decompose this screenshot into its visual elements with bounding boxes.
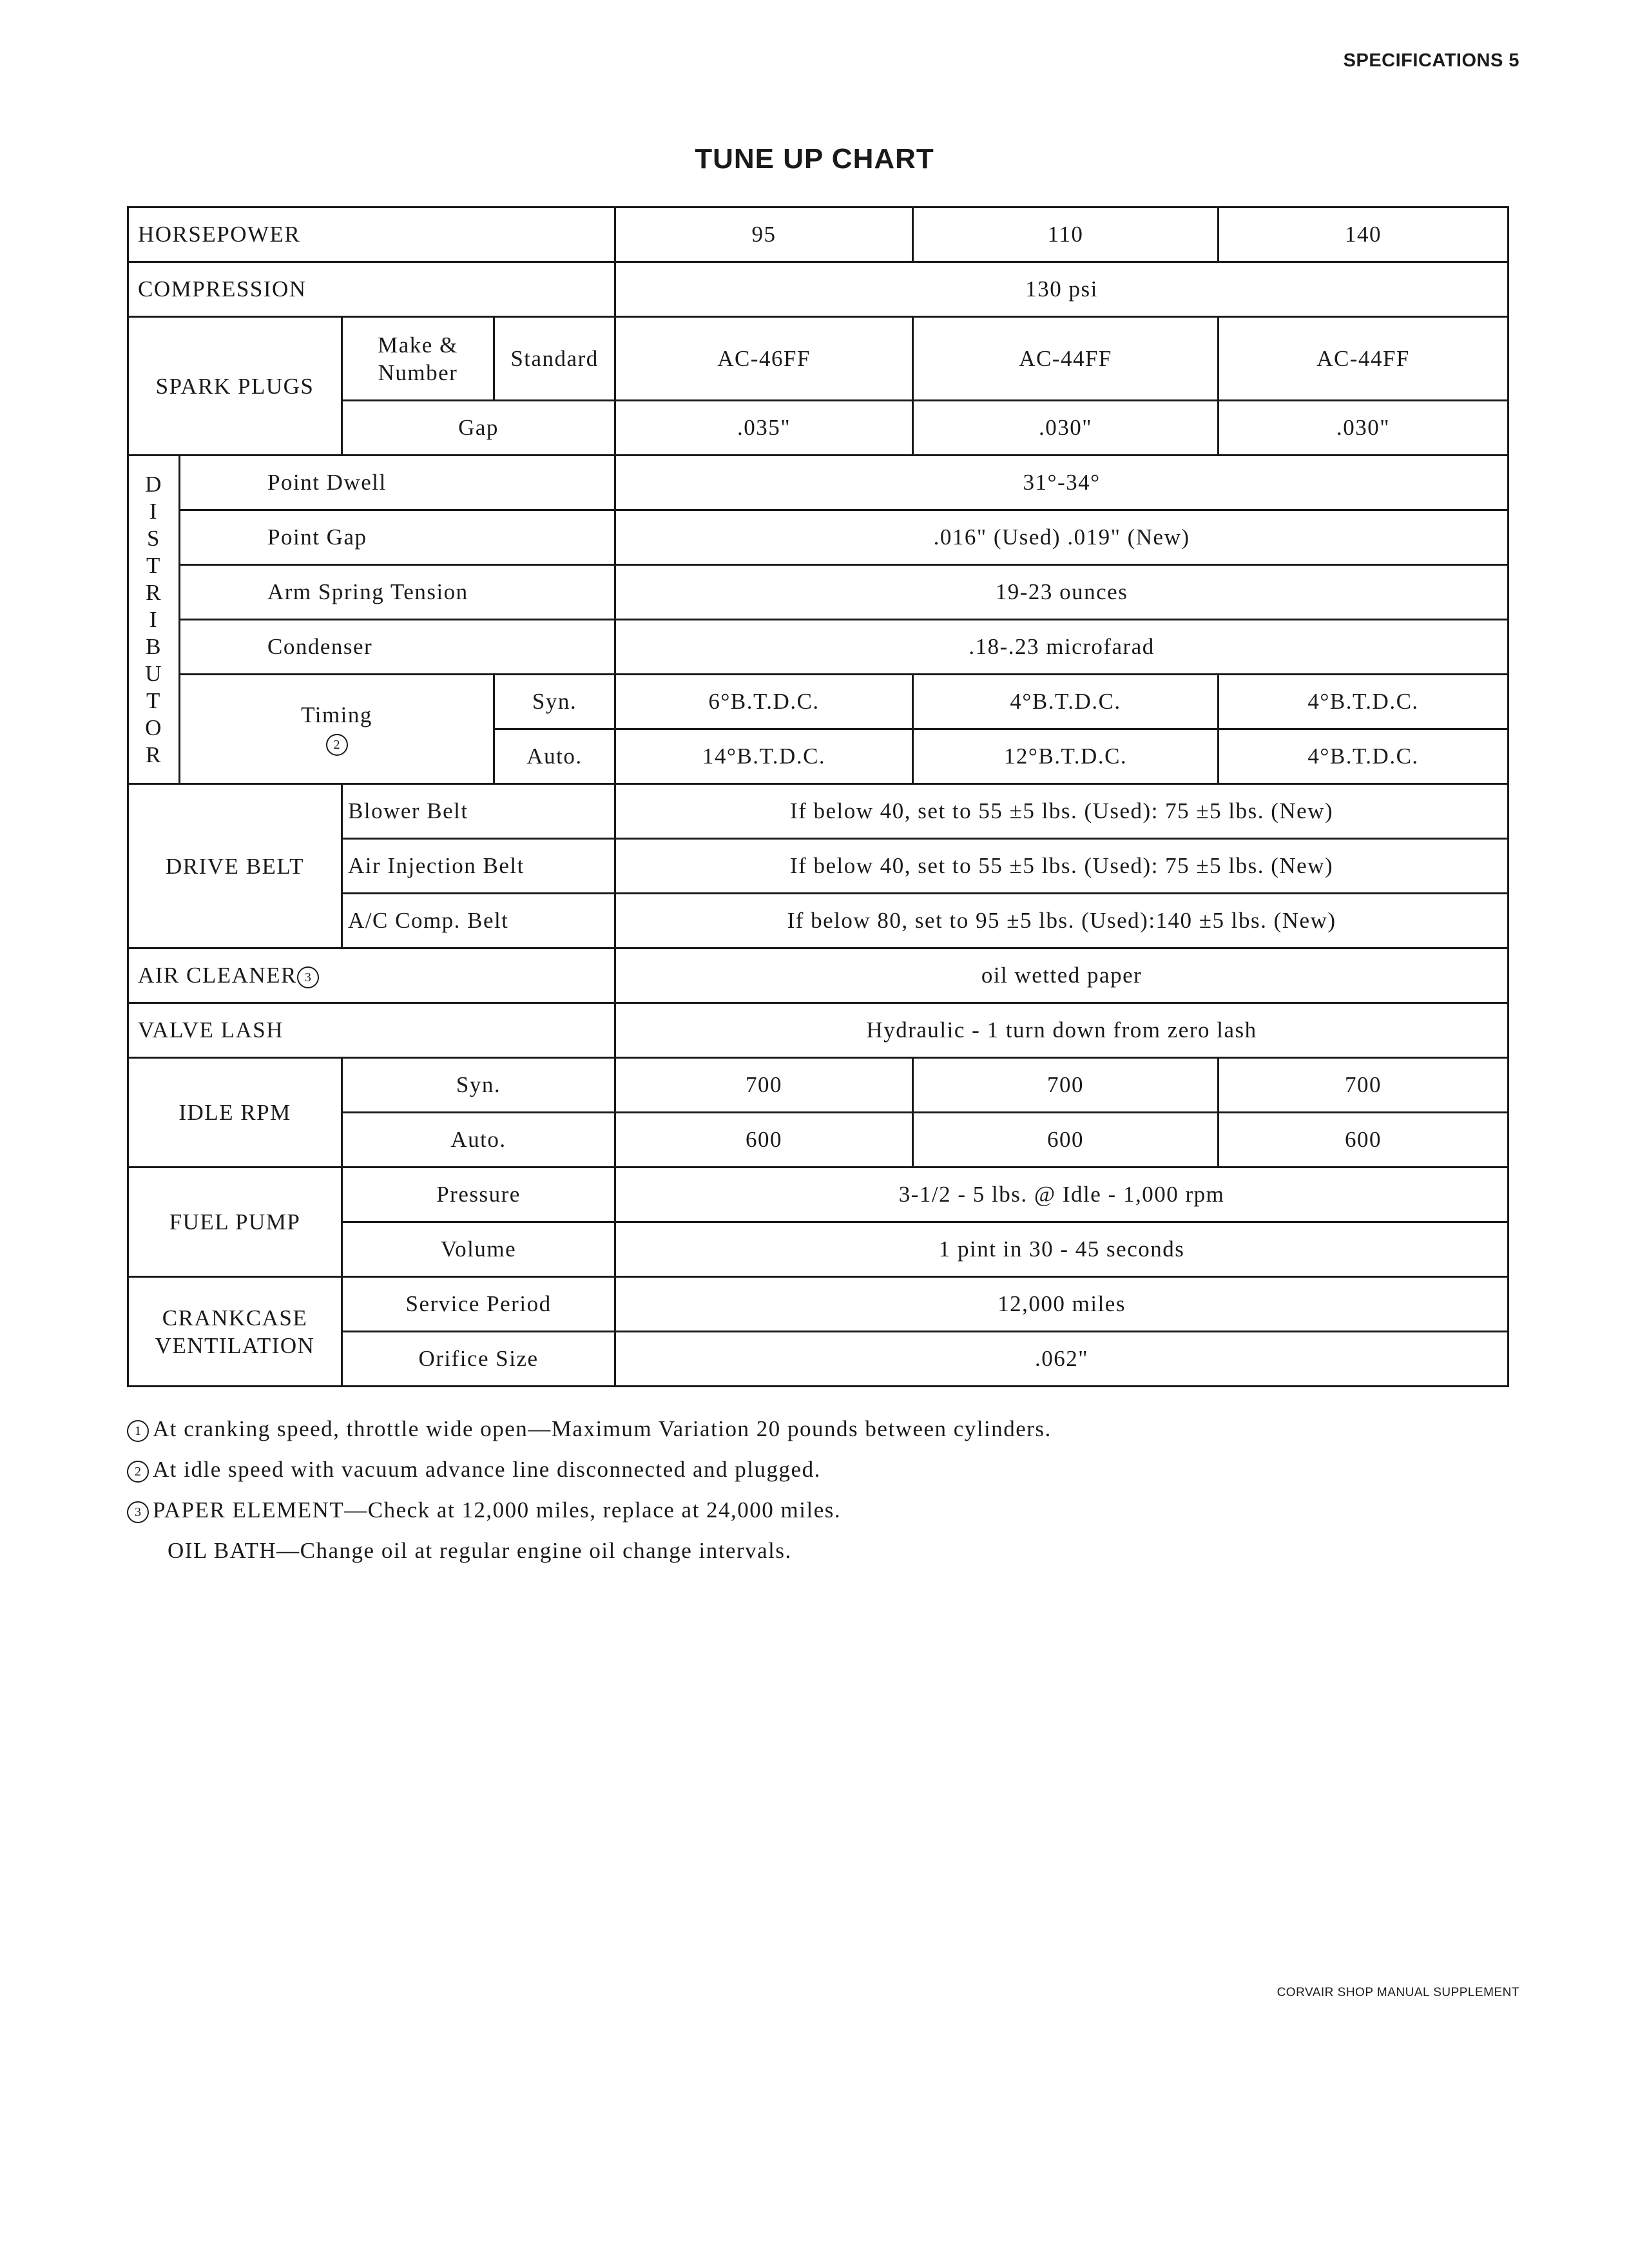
row-label-compression: COMPRESSION [128,262,615,317]
sub-label-syn: Syn. [342,1058,615,1113]
table-row [128,1277,1509,1332]
sub-label-gap: Gap [342,401,615,456]
table-cell: .030" [1219,401,1509,456]
sub-label-volume: Volume [342,1222,615,1277]
table-cell: 3-1/2 - 5 lbs. @ Idle - 1,000 rpm [615,1168,1509,1222]
sub-label-ac-comp-belt: A/C Comp. Belt [342,894,615,948]
sub-label-point-gap: Point Gap [180,510,615,565]
table-cell: .030" [913,401,1219,456]
table-row [128,565,1509,620]
table-cell: .062" [615,1332,1509,1387]
footnotes [127,1408,1052,1571]
table-cell: 700 [615,1058,913,1113]
table-cell: Hydraulic - 1 turn down from zero lash [615,1003,1509,1058]
footnote-marker: 3 [127,1501,149,1523]
table-cell: 6°B.T.D.C. [615,675,913,729]
table-cell: 600 [1219,1113,1509,1168]
row-label-horsepower: HORSEPOWER [128,207,615,262]
footnote-3 [127,1490,1052,1530]
sub-label-auto: Auto. [342,1113,615,1168]
air-cleaner-label: AIR CLEANER [138,963,297,988]
table-cell: 31°-34° [615,456,1509,510]
sub-label-timing [180,675,494,784]
table-row [128,317,1509,401]
footnote-ref-3: 3 [297,966,319,988]
row-label-distributor: D I S T R I B U T O R [128,456,180,784]
table-cell: 600 [913,1113,1219,1168]
footnote-text: At cranking speed, throttle wide open—Maximum Variation 20 pounds between cylinders. [153,1416,1052,1441]
row-label-fuel-pump: FUEL PUMP [128,1168,342,1277]
sub-label-syn: Syn. [494,675,615,729]
row-label-spark-plugs: SPARK PLUGS [128,317,342,456]
table-cell: 12,000 miles [615,1277,1509,1332]
tune-up-table [127,206,1509,1387]
footnote-marker: 1 [127,1420,149,1442]
sub-label-pressure: Pressure [342,1168,615,1222]
table-cell: AC-44FF [1219,317,1509,401]
table-cell: .016" (Used) .019" (New) [615,510,1509,565]
table-cell: 700 [1219,1058,1509,1113]
table-cell: AC-44FF [913,317,1219,401]
table-cell: 700 [913,1058,1219,1113]
footnote-2 [127,1449,1052,1490]
table-cell: 95 [615,207,913,262]
table-row [128,675,1509,729]
table-cell: If below 80, set to 95 ±5 lbs. (Used):140 ±5 lbs. (New) [615,894,1509,948]
timing-label: Timing [301,702,372,727]
table-cell: 1 pint in 30 - 45 seconds [615,1222,1509,1277]
table-row [128,456,1509,510]
table-row [128,207,1509,262]
table-cell: oil wetted paper [615,948,1509,1003]
row-label-valve-lash: VALVE LASH [128,1003,615,1058]
footnote-text: OIL BATH—Change oil at regular engine oil change intervals. [168,1538,792,1563]
row-label-idle-rpm: IDLE RPM [128,1058,342,1168]
table-row [128,620,1509,675]
sub-label-make-number: Make & Number [342,317,494,401]
footnote-1 [127,1408,1052,1449]
sub-label-auto: Auto. [494,729,615,784]
sub-label-orifice-size: Orifice Size [342,1332,615,1387]
row-label-crankcase-ventilation: CRANKCASE VENTILATION [128,1277,342,1387]
table-cell: If below 40, set to 55 ±5 lbs. (Used): 75 ±5 lbs. (New) [615,784,1509,839]
table-row [128,1058,1509,1113]
page-footer: CORVAIR SHOP MANUAL SUPPLEMENT [1277,1986,1519,1999]
running-head: SPECIFICATIONS 5 [1343,50,1519,71]
table-cell: 12°B.T.D.C. [913,729,1219,784]
sub-label-blower-belt: Blower Belt [342,784,615,839]
table-row [128,262,1509,317]
table-row [128,1003,1509,1058]
sub-label-condenser: Condenser [180,620,615,675]
table-row [128,784,1509,839]
table-cell: .035" [615,401,913,456]
sub-label-arm-spring: Arm Spring Tension [180,565,615,620]
footnote-text: At idle speed with vacuum advance line disconnected and plugged. [153,1457,821,1482]
sub-label-point-dwell: Point Dwell [180,456,615,510]
table-cell: 600 [615,1113,913,1168]
table-cell: .18-.23 microfarad [615,620,1509,675]
footnote-3-continued [127,1530,1052,1571]
table-cell: 130 psi [615,262,1509,317]
sub-label-air-injection-belt: Air Injection Belt [342,839,615,894]
table-row [128,1168,1509,1222]
table-cell: If below 40, set to 55 ±5 lbs. (Used): 75 ±5 lbs. (New) [615,839,1509,894]
row-label-air-cleaner [128,948,615,1003]
table-row [128,510,1509,565]
table-cell: 140 [1219,207,1509,262]
table-cell: 4°B.T.D.C. [1219,729,1509,784]
table-cell: 4°B.T.D.C. [913,675,1219,729]
sub-label-standard: Standard [494,317,615,401]
table-cell: 4°B.T.D.C. [1219,675,1509,729]
table-cell: 14°B.T.D.C. [615,729,913,784]
table-cell: AC-46FF [615,317,913,401]
footnote-marker: 2 [127,1461,149,1483]
table-row [128,948,1509,1003]
row-label-drive-belt: DRIVE BELT [128,784,342,948]
table-cell: 19-23 ounces [615,565,1509,620]
sub-label-service-period: Service Period [342,1277,615,1332]
footnote-text: PAPER ELEMENT—Check at 12,000 miles, replace at 24,000 miles. [153,1497,842,1523]
page-title: TUNE UP CHART [695,143,934,175]
footnote-ref-2: 2 [326,734,348,756]
table-cell: 110 [913,207,1219,262]
